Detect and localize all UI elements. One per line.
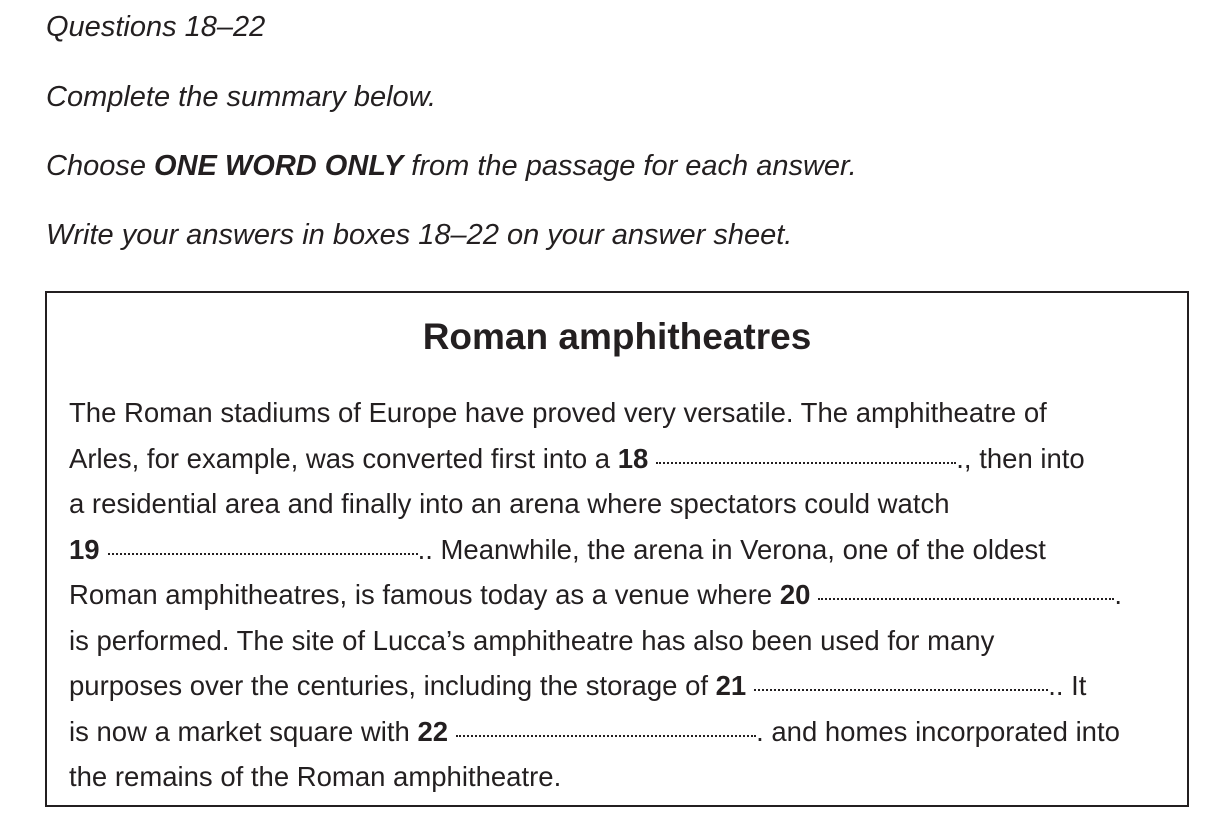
question-number-22: 22 bbox=[417, 715, 449, 747]
answer-gap-20 bbox=[818, 598, 1114, 600]
summary-line-7 bbox=[69, 663, 1169, 709]
summary-line-3: a residential area and finally into an arena where spectators could watch bbox=[69, 488, 950, 519]
summary-line-4 bbox=[69, 527, 1169, 573]
questions-heading: Questions 18–22 bbox=[46, 11, 266, 43]
summary-line-9: the remains of the Roman amphitheatre. bbox=[69, 761, 562, 792]
summary-line-8-text: is now a market square with bbox=[69, 715, 418, 747]
answer-gap-22 bbox=[456, 735, 756, 737]
summary-text bbox=[69, 390, 1169, 800]
summary-line-5 bbox=[69, 572, 1169, 618]
summary-line-1: The Roman stadiums of Europe have proved very versatile. The amphitheatre of bbox=[69, 397, 1047, 428]
summary-line-8-rest: . and homes incorporated into bbox=[756, 715, 1120, 747]
question-number-20: 20 bbox=[779, 579, 811, 610]
instruction-write-answers: Write your answers in boxes 18–22 on your answer sheet. bbox=[46, 219, 793, 251]
summary-line-2 bbox=[69, 436, 1169, 482]
answer-gap-19 bbox=[108, 553, 418, 555]
question-number-18: 18 bbox=[617, 442, 649, 474]
question-number-19: 19 bbox=[69, 533, 100, 565]
summary-line-7-rest: .. It bbox=[1048, 670, 1087, 701]
summary-box bbox=[45, 291, 1189, 807]
instruction-choose-word bbox=[46, 152, 857, 181]
question-number-21: 21 bbox=[715, 670, 747, 701]
summary-line-7-text: purposes over the centuries, including the storage of bbox=[69, 670, 716, 701]
summary-line-5-rest: . bbox=[1114, 579, 1123, 610]
summary-title: Roman amphitheatres bbox=[422, 316, 812, 357]
instruction-choose-suffix: from the passage for each answer. bbox=[403, 150, 857, 182]
summary-line-2-text: Arles, for example, was converted first into a bbox=[69, 442, 618, 474]
summary-line-5-text: Roman amphitheatres, is famous today as a venue where bbox=[69, 579, 780, 610]
instruction-choose-prefix: Choose bbox=[46, 150, 155, 182]
instruction-word-limit: ONE WORD ONLY bbox=[154, 150, 404, 182]
answer-gap-18 bbox=[656, 462, 956, 464]
summary-line-8 bbox=[69, 709, 1169, 755]
summary-line-6: is performed. The site of Lucca’s amphitheatre has also been used for many bbox=[69, 624, 995, 656]
summary-line-4-rest: .. Meanwhile, the arena in Verona, one of the oldest bbox=[417, 533, 1046, 565]
summary-line-2-rest: ., then into bbox=[956, 442, 1085, 474]
answer-gap-21 bbox=[754, 689, 1048, 691]
instruction-complete-summary: Complete the summary below. bbox=[46, 81, 437, 113]
